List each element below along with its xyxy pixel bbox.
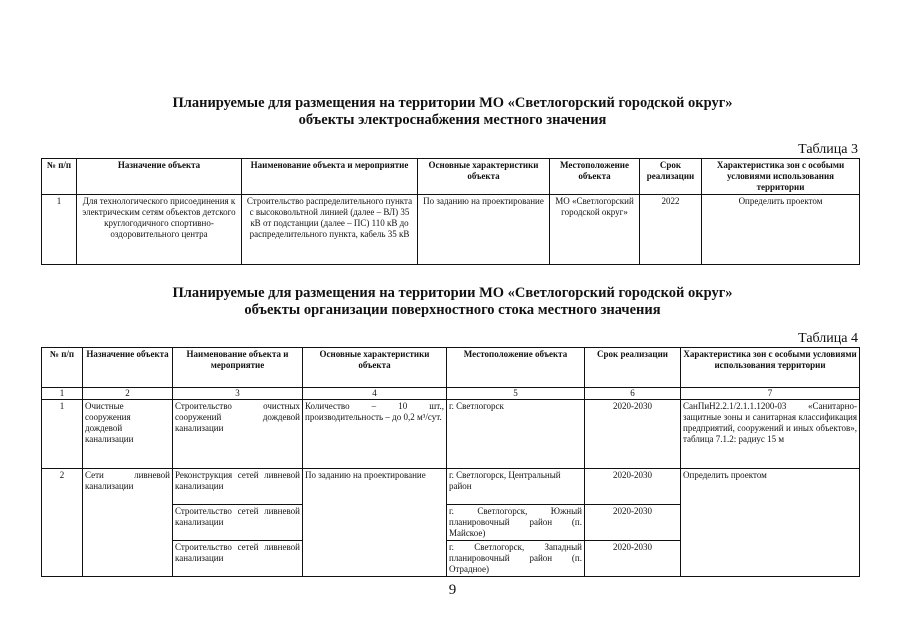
table3-header-name: Наименование объекта и мероприятие [242, 159, 418, 195]
col-number: 7 [681, 388, 860, 400]
table3-header-purpose: Назначение объекта [77, 159, 242, 195]
col-number: 2 [83, 388, 173, 400]
page-number: 9 [448, 582, 457, 598]
table3-cell-characteristics: По заданию на проектирование [418, 195, 550, 265]
col-number: 5 [447, 388, 585, 400]
section2-heading-line1: Планируемые для размещения на территории МО «Светлогорский городской округ» [172, 285, 733, 301]
table4-header-term: Срок реализации [585, 348, 681, 388]
table4-row1-characteristics: Количество – 10 шт., производительность – до 0,2 м³/сут. [303, 400, 447, 469]
table3-label: Таблица 3 [798, 142, 858, 157]
table-row [42, 469, 860, 505]
table4-row2-characteristics: По заданию на проектирование [303, 469, 447, 577]
table4-row2-num: 2 [42, 469, 83, 577]
table4-header-zones: Характеристика зон с особыми условиями использования территории [681, 348, 860, 388]
table3-header-term: Срок реализации [640, 159, 702, 195]
table3-cell-purpose: Для технологического присоединения к электрическим сетям объектов детского круглогодичного спортивно-оздоровительного центра [77, 195, 242, 265]
table-row [42, 400, 860, 469]
table4-header-name: Наименование объекта и мероприятие [173, 348, 303, 388]
table4-label: Таблица 4 [798, 331, 858, 346]
table3-header-zones: Характеристика зон с особыми условиями использования территории [702, 159, 860, 195]
table4-row2-sub3-location: г. Светлогорск, Западный планировочный район (п. Отрадное) [447, 541, 585, 577]
table4-row2-sub2-location: г. Светлогорск, Южный планировочный район (п. Майское) [447, 505, 585, 541]
table4-row2-sub3-name: Строительство сетей ливневой канализации [173, 541, 303, 577]
table4 [41, 347, 860, 577]
section1-heading-line1: Планируемые для размещения на территории МО «Светлогорский городской округ» [172, 95, 733, 111]
col-number: 3 [173, 388, 303, 400]
table4-row1-zones: СанПиН2.2.1/2.1.1.1200-03 «Санитарно-защитные зоны и санитарная классификация предприятий, сооружений и иных объектов», таблица 7.1.2: радиус 15 м [681, 400, 860, 469]
table3-cell-location: МО «Светлогорский городской округ» [550, 195, 640, 265]
table4-row1-num: 1 [42, 400, 83, 469]
table3-cell-term: 2022 [640, 195, 702, 265]
table4-row2-sub3-term: 2020-2030 [585, 541, 681, 577]
col-number: 1 [42, 388, 83, 400]
section2-heading-line2: объекты организации поверхностного стока местного значения [244, 302, 661, 318]
section1-heading-line2: объекты электроснабжения местного значения [298, 112, 607, 128]
table4-row1-purpose: Очистные сооружения дождевой канализации [83, 400, 173, 469]
table4-row2-zones: Определить проектом [681, 469, 860, 577]
table3 [41, 158, 860, 265]
table4-header-num: № п/п [42, 348, 83, 388]
table3-cell-num: 1 [42, 195, 77, 265]
table4-header-row [42, 348, 860, 388]
table3-cell-name: Строительство распределительного пункта с высоковольтной линией (далее – ВЛ) 35 кВ от подстанции (далее – ПС) 110 кВ до распределительного пункта, кабель 35 кВ [242, 195, 418, 265]
table4-row2-purpose: Сети ливневой канализации [83, 469, 173, 577]
table4-row1-term: 2020-2030 [585, 400, 681, 469]
col-number: 4 [303, 388, 447, 400]
table4-row2-sub2-name: Строительство сетей ливневой канализации [173, 505, 303, 541]
table3-header-characteristics: Основные характеристики объекта [418, 159, 550, 195]
table4-row1-location: г. Светлогорск [447, 400, 585, 469]
table3-cell-zones: Определить проектом [702, 195, 860, 265]
table4-row1-name: Строительство очистных сооружений дождевой канализации [173, 400, 303, 469]
table4-column-numbers-row [42, 388, 860, 400]
table4-row2-sub2-term: 2020-2030 [585, 505, 681, 541]
table4-header-location: Местоположение объекта [447, 348, 585, 388]
table4-row2-sub1-location: г. Светлогорск, Центральный район [447, 469, 585, 505]
table4-row2-sub1-name: Реконструкция сетей ливневой канализации [173, 469, 303, 505]
col-number: 6 [585, 388, 681, 400]
table-row [42, 195, 860, 265]
table3-header-num: № п/п [42, 159, 77, 195]
table3-header-row [42, 159, 860, 195]
table4-header-purpose: Назначение объекта [83, 348, 173, 388]
table4-header-characteristics: Основные характеристики объекта [303, 348, 447, 388]
table4-row2-sub1-term: 2020-2030 [585, 469, 681, 505]
table3-header-location: Местоположение объекта [550, 159, 640, 195]
